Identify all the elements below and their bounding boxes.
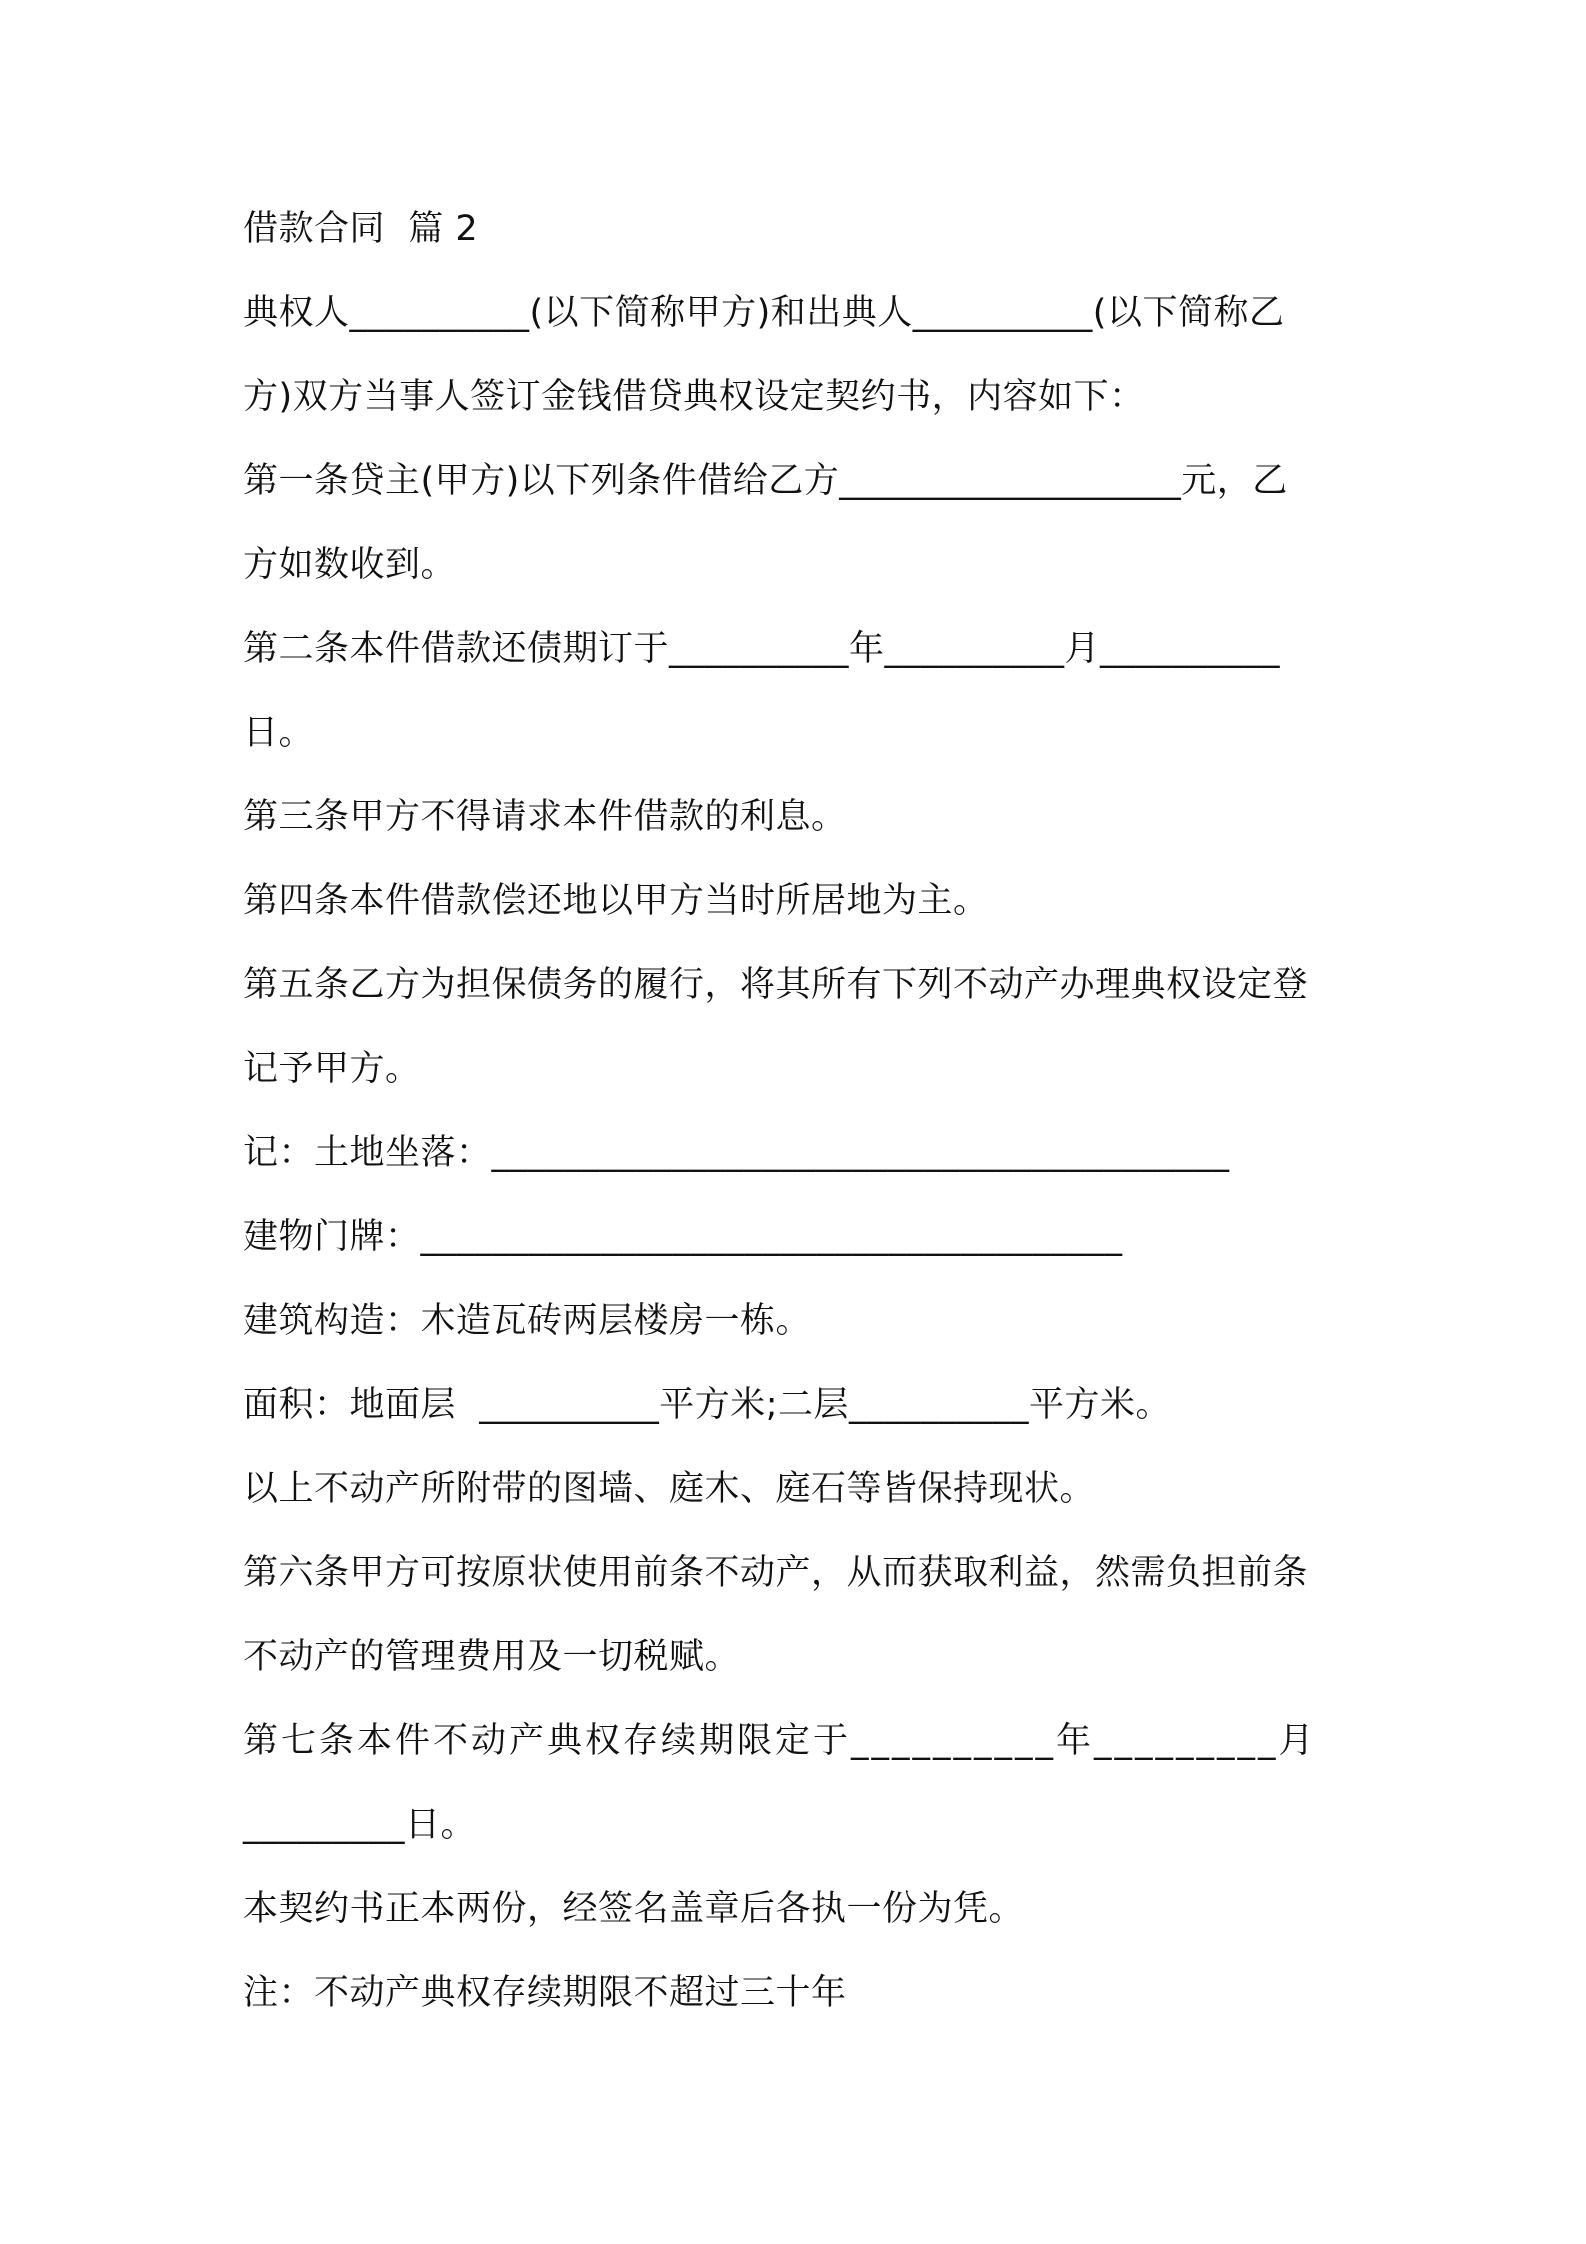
article-7: 第七条本件不动产典权存续期限定于__________年_________月: [243, 1721, 1317, 1761]
article-6-cont: 不动产的管理费用及一切税赋。: [243, 1637, 741, 1677]
article-1: 第一条贷主(甲方)以下列条件借给乙方___________________元，乙: [243, 461, 1288, 501]
property-construction: 建筑构造：木造瓦砖两层楼房一栋。: [243, 1301, 812, 1341]
article-4: 第四条本件借款偿还地以甲方当时所居地为主。: [243, 881, 989, 921]
article-5-cont: 记予甲方。: [243, 1049, 421, 1089]
article-1-cont: 方如数收到。: [243, 545, 457, 585]
contract-line-parties-cont: 方)双方当事人签订金钱借贷典权设定契约书，内容如下：: [243, 377, 1145, 417]
copies-clause: 本契约书正本两份，经签名盖章后各执一份为凭。: [243, 1889, 1025, 1929]
property-location: 记：土地坐落：_________________________________________: [243, 1133, 1230, 1173]
property-appurtenances: 以上不动产所附带的图墙、庭木、庭石等皆保持现状。: [243, 1469, 1096, 1509]
contract-line-parties: 典权人__________(以下简称甲方)和出典人__________(以下简称乙: [243, 293, 1285, 333]
article-6: 第六条甲方可按原状使用前条不动产，从而获取利益，然需负担前条: [243, 1553, 1309, 1593]
property-house-number: 建物门牌：_______________________________________: [243, 1217, 1123, 1257]
article-3: 第三条甲方不得请求本件借款的利息。: [243, 797, 847, 837]
article-2: 第二条本件借款还债期订于__________年__________月__________: [243, 629, 1281, 669]
note-line: 注：不动产典权存续期限不超过三十年: [243, 1973, 847, 2013]
article-7-cont: _________日。: [243, 1805, 477, 1845]
article-2-cont: 日。: [243, 713, 315, 753]
article-5: 第五条乙方为担保债务的履行，将其所有下列不动产办理典权设定登: [243, 965, 1309, 1005]
property-area: 面积：地面层 __________平方米;二层__________平方米。: [243, 1385, 1172, 1425]
document-title: 借款合同 篇 2: [243, 209, 479, 249]
